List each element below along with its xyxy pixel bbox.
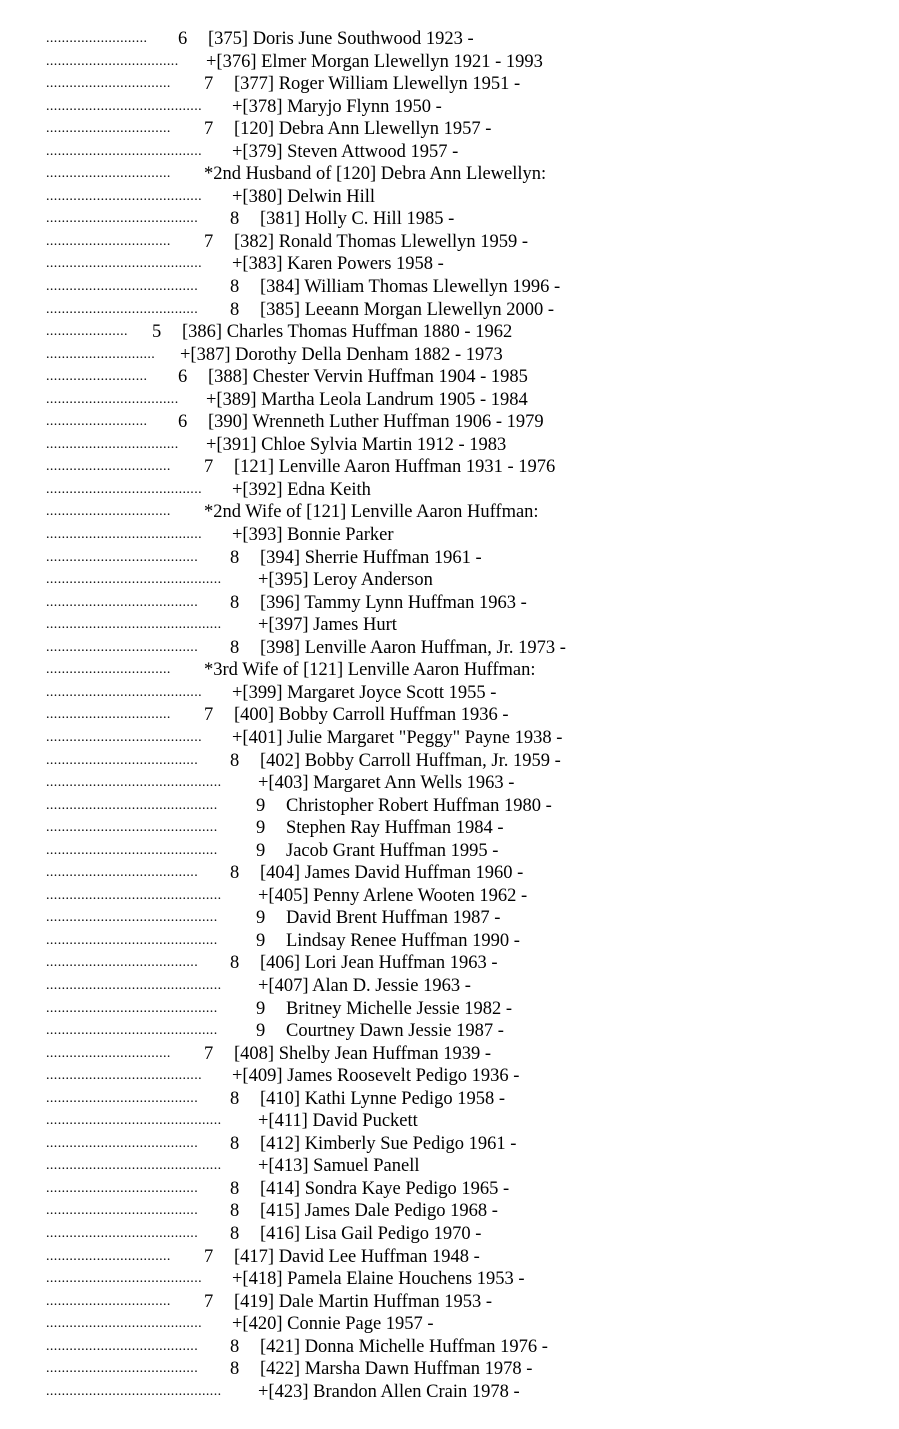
report-line (46, 1358, 886, 1381)
leader-dots: ............................................. (46, 572, 222, 588)
leader-dots: ............................................. (46, 1158, 222, 1174)
report-line (46, 51, 886, 74)
leader-dots: ........................................ (46, 1068, 202, 1084)
report-line (46, 1223, 886, 1246)
leader-dots: ............................................ (46, 842, 218, 858)
leader-dots: ........................................ (46, 684, 202, 700)
generation-number: 8 (230, 1088, 240, 1109)
report-line (46, 1336, 886, 1359)
person-entry: [417] David Lee Huffman 1948 - (234, 1246, 480, 1267)
person-entry: [377] Roger William Llewellyn 1951 - (234, 74, 521, 95)
generation-number: 7 (204, 1246, 214, 1267)
report-line (46, 73, 886, 96)
report-line (46, 885, 886, 908)
generation-number: 7 (204, 119, 214, 140)
report-line (46, 96, 886, 119)
report-line (46, 1313, 886, 1336)
spouse-entry: +[413] Samuel Panell (258, 1156, 420, 1177)
person-entry: [386] Charles Thomas Huffman 1880 - 1962 (182, 322, 513, 343)
report-line (46, 411, 886, 434)
report-line (46, 750, 886, 773)
leader-dots: .................................. (46, 53, 179, 69)
generation-number: 9 (256, 818, 266, 839)
leader-dots: ....................................... (46, 549, 199, 565)
report-line (46, 569, 886, 592)
leader-dots: ............................................. (46, 1113, 222, 1129)
report-line (46, 659, 886, 682)
generation-number: 5 (152, 322, 162, 343)
leader-dots: ....................................... (46, 955, 199, 971)
spouse-entry: +[418] Pamela Elaine Houchens 1953 - (232, 1269, 525, 1290)
spouse-entry: +[391] Chloe Sylvia Martin 1912 - 1983 (206, 434, 507, 455)
report-line (46, 614, 886, 637)
leader-dots: ....................................... (46, 594, 199, 610)
leader-dots: ............................................ (46, 910, 218, 926)
generation-number: 9 (256, 930, 266, 951)
report-line (46, 479, 886, 502)
marriage-note: *2nd Husband of [120] Debra Ann Llewellyn: (204, 164, 547, 185)
report-line (46, 907, 886, 930)
person-entry: Stephen Ray Huffman 1984 - (286, 818, 504, 839)
person-entry: [408] Shelby Jean Huffman 1939 - (234, 1043, 492, 1064)
person-entry: [414] Sondra Kaye Pedigo 1965 - (260, 1178, 510, 1199)
spouse-entry: +[393] Bonnie Parker (232, 525, 394, 546)
person-entry: [422] Marsha Dawn Huffman 1978 - (260, 1359, 533, 1380)
leader-dots: ................................ (46, 76, 171, 92)
report-line (46, 1268, 886, 1291)
report-line (46, 862, 886, 885)
report-line (46, 456, 886, 479)
person-entry: [120] Debra Ann Llewellyn 1957 - (234, 119, 492, 140)
spouse-entry: +[407] Alan D. Jessie 1963 - (258, 975, 471, 996)
report-line (46, 1155, 886, 1178)
report-line (46, 727, 886, 750)
report-line (46, 592, 886, 615)
leader-dots: ..................... (46, 324, 128, 340)
report-line (46, 1178, 886, 1201)
generation-number: 8 (230, 1178, 240, 1199)
leader-dots: ................................ (46, 233, 171, 249)
person-entry: Courtney Dawn Jessie 1987 - (286, 1021, 504, 1042)
leader-dots: .................................. (46, 436, 179, 452)
leader-dots: .......................... (46, 369, 148, 385)
leader-dots: ........................................ (46, 143, 202, 159)
person-entry: [398] Lenville Aaron Huffman, Jr. 1973 - (260, 637, 566, 658)
report-line (46, 637, 886, 660)
spouse-entry: +[397] James Hurt (258, 615, 397, 636)
person-entry: Lindsay Renee Huffman 1990 - (286, 930, 520, 951)
report-line (46, 186, 886, 209)
generation-number: 9 (256, 840, 266, 861)
generation-number: 8 (230, 1336, 240, 1357)
leader-dots: .......................... (46, 414, 148, 430)
person-entry: [375] Doris June Southwood 1923 - (208, 29, 474, 49)
leader-dots: ........................................ (46, 729, 202, 745)
report-line (46, 118, 886, 141)
report-line (46, 1381, 886, 1404)
spouse-entry: +[401] Julie Margaret "Peggy" Payne 1938 - (232, 727, 563, 748)
report-line (46, 1133, 886, 1156)
spouse-entry: +[392] Edna Keith (232, 479, 371, 500)
spouse-entry: +[405] Penny Arlene Wooten 1962 - (258, 885, 528, 906)
leader-dots: ................................ (46, 1293, 171, 1309)
leader-dots: ................................ (46, 662, 171, 678)
report-line (46, 547, 886, 570)
generation-number: 8 (230, 637, 240, 658)
report-line (46, 1043, 886, 1066)
report-line (46, 682, 886, 705)
report-line (46, 231, 886, 254)
generation-number: 7 (204, 1291, 214, 1312)
person-entry: [396] Tammy Lynn Huffman 1963 - (260, 592, 527, 613)
generation-number: 7 (204, 457, 214, 478)
spouse-entry: +[423] Brandon Allen Crain 1978 - (258, 1381, 520, 1402)
generation-number: 8 (230, 592, 240, 613)
report-line (46, 141, 886, 164)
leader-dots: ....................................... (46, 639, 199, 655)
spouse-entry: +[380] Delwin Hill (232, 186, 375, 207)
report-line (46, 208, 886, 231)
report-line (46, 840, 886, 863)
report-line (46, 253, 886, 276)
spouse-entry: +[411] David Puckett (258, 1111, 418, 1132)
leader-dots: ........................................ (46, 1316, 202, 1332)
spouse-entry: +[403] Margaret Ann Wells 1963 - (258, 773, 515, 794)
person-entry: [415] James Dale Pedigo 1968 - (260, 1201, 498, 1222)
leader-dots: ................................ (46, 707, 171, 723)
leader-dots: ........................................ (46, 188, 202, 204)
person-entry: [382] Ronald Thomas Llewellyn 1959 - (234, 231, 529, 252)
leader-dots: ....................................... (46, 752, 199, 768)
leader-dots: ................................ (46, 166, 171, 182)
report-line (46, 817, 886, 840)
report-line (46, 163, 886, 186)
person-entry: [406] Lori Jean Huffman 1963 - (260, 953, 498, 974)
spouse-entry: +[376] Elmer Morgan Llewellyn 1921 - 1993 (206, 51, 543, 72)
generation-number: 7 (204, 1043, 214, 1064)
person-entry: Jacob Grant Huffman 1995 - (286, 840, 499, 861)
spouse-entry: +[409] James Roosevelt Pedigo 1936 - (232, 1066, 520, 1087)
leader-dots: ................................ (46, 121, 171, 137)
generation-number: 6 (178, 367, 188, 388)
leader-dots: ............................................ (46, 1000, 218, 1016)
report-line (46, 389, 886, 412)
report-line (46, 1291, 886, 1314)
generation-number: 7 (204, 74, 214, 95)
person-entry: [394] Sherrie Huffman 1961 - (260, 547, 482, 568)
leader-dots: ....................................... (46, 865, 199, 881)
report-line (46, 772, 886, 795)
leader-dots: ............................................. (46, 1383, 222, 1399)
report-line (46, 795, 886, 818)
marriage-note: *2nd Wife of [121] Lenville Aaron Huffman: (204, 502, 539, 523)
leader-dots: ....................................... (46, 1090, 199, 1106)
leader-dots: ....................................... (46, 301, 199, 317)
person-entry: [402] Bobby Carroll Huffman, Jr. 1959 - (260, 750, 561, 771)
generation-number: 8 (230, 547, 240, 568)
person-entry: [416] Lisa Gail Pedigo 1970 - (260, 1223, 482, 1244)
leader-dots: .................................. (46, 391, 179, 407)
leader-dots: ............................................ (46, 797, 218, 813)
leader-dots: ........................................ (46, 256, 202, 272)
report-line (46, 952, 886, 975)
generation-number: 8 (230, 1223, 240, 1244)
person-entry: [410] Kathi Lynne Pedigo 1958 - (260, 1088, 506, 1109)
generation-number: 7 (204, 231, 214, 252)
generation-number: 9 (256, 998, 266, 1019)
leader-dots: ....................................... (46, 1180, 199, 1196)
leader-dots: ....................................... (46, 1361, 199, 1377)
report-line (46, 975, 886, 998)
person-entry: [404] James David Huffman 1960 - (260, 863, 524, 884)
person-entry: [381] Holly C. Hill 1985 - (260, 209, 455, 230)
generation-number: 6 (178, 29, 188, 49)
generation-number: 8 (230, 299, 240, 320)
spouse-entry: +[420] Connie Page 1957 - (232, 1314, 434, 1335)
generation-number: 9 (256, 795, 266, 816)
leader-dots: ....................................... (46, 1135, 199, 1151)
person-entry: [390] Wrenneth Luther Huffman 1906 - 1979 (208, 412, 544, 433)
leader-dots: ............................................. (46, 617, 222, 633)
leader-dots: ................................ (46, 504, 171, 520)
report-line (46, 28, 886, 51)
generation-number: 9 (256, 1021, 266, 1042)
leader-dots: ....................................... (46, 1225, 199, 1241)
generation-number: 7 (204, 705, 214, 726)
spouse-entry: +[389] Martha Leola Landrum 1905 - 1984 (206, 389, 528, 410)
person-entry: Christopher Robert Huffman 1980 - (286, 795, 552, 816)
report-line (46, 366, 886, 389)
report-line (46, 704, 886, 727)
leader-dots: ............................................. (46, 887, 222, 903)
report-line (46, 501, 886, 524)
leader-dots: ............................................. (46, 977, 222, 993)
generation-number: 8 (230, 1201, 240, 1222)
person-entry: [412] Kimberly Sue Pedigo 1961 - (260, 1133, 517, 1154)
leader-dots: ........................................ (46, 481, 202, 497)
leader-dots: ............................................. (46, 775, 222, 791)
marriage-note: *3rd Wife of [121] Lenville Aaron Huffman: (204, 660, 536, 681)
generation-number: 8 (230, 863, 240, 884)
report-line (46, 1246, 886, 1269)
generation-number: 8 (230, 1359, 240, 1380)
leader-dots: ............................................ (46, 932, 218, 948)
generation-number: 9 (256, 908, 266, 929)
spouse-entry: +[378] Maryjo Flynn 1950 - (232, 96, 442, 117)
report-line (46, 1020, 886, 1043)
spouse-entry: +[395] Leroy Anderson (258, 570, 433, 591)
leader-dots: ....................................... (46, 1203, 199, 1219)
generation-number: 8 (230, 209, 240, 230)
leader-dots: ............................................ (46, 1023, 218, 1039)
leader-dots: ........................................ (46, 98, 202, 114)
person-entry: [384] William Thomas Llewellyn 1996 - (260, 277, 561, 298)
report-line (46, 1200, 886, 1223)
generation-number: 8 (230, 277, 240, 298)
leader-dots: ................................ (46, 1045, 171, 1061)
generation-number: 6 (178, 412, 188, 433)
spouse-entry: +[387] Dorothy Della Denham 1882 - 1973 (180, 344, 503, 365)
report-line (46, 930, 886, 953)
leader-dots: ............................ (46, 346, 156, 362)
report-line (46, 276, 886, 299)
leader-dots: .......................... (46, 31, 148, 46)
spouse-entry: +[379] Steven Attwood 1957 - (232, 141, 459, 162)
person-entry: Britney Michelle Jessie 1982 - (286, 998, 513, 1019)
person-entry: [121] Lenville Aaron Huffman 1931 - 1976 (234, 457, 556, 478)
report-line (46, 1110, 886, 1133)
spouse-entry: +[399] Margaret Joyce Scott 1955 - (232, 682, 497, 703)
leader-dots: ........................................ (46, 1271, 202, 1287)
person-entry: David Brent Huffman 1987 - (286, 908, 501, 929)
report-line (46, 1065, 886, 1088)
report-line (46, 1088, 886, 1111)
generation-number: 8 (230, 953, 240, 974)
person-entry: [400] Bobby Carroll Huffman 1936 - (234, 705, 509, 726)
person-entry: [388] Chester Vervin Huffman 1904 - 1985 (208, 367, 528, 388)
leader-dots: ................................ (46, 459, 171, 475)
leader-dots: ............................................ (46, 820, 218, 836)
report-line (46, 321, 886, 344)
leader-dots: ....................................... (46, 211, 199, 227)
report-line (46, 299, 886, 322)
generation-number: 8 (230, 750, 240, 771)
generation-number: 8 (230, 1133, 240, 1154)
leader-dots: ....................................... (46, 1338, 199, 1354)
person-entry: [421] Donna Michelle Huffman 1976 - (260, 1336, 548, 1357)
descendant-report (46, 28, 886, 1403)
report-line (46, 344, 886, 367)
report-line (46, 434, 886, 457)
leader-dots: ....................................... (46, 279, 199, 295)
leader-dots: ........................................ (46, 527, 202, 543)
report-line (46, 998, 886, 1021)
person-entry: [385] Leeann Morgan Llewellyn 2000 - (260, 299, 555, 320)
person-entry: [419] Dale Martin Huffman 1953 - (234, 1291, 493, 1312)
leader-dots: ................................ (46, 1248, 171, 1264)
report-line (46, 524, 886, 547)
spouse-entry: +[383] Karen Powers 1958 - (232, 254, 444, 275)
